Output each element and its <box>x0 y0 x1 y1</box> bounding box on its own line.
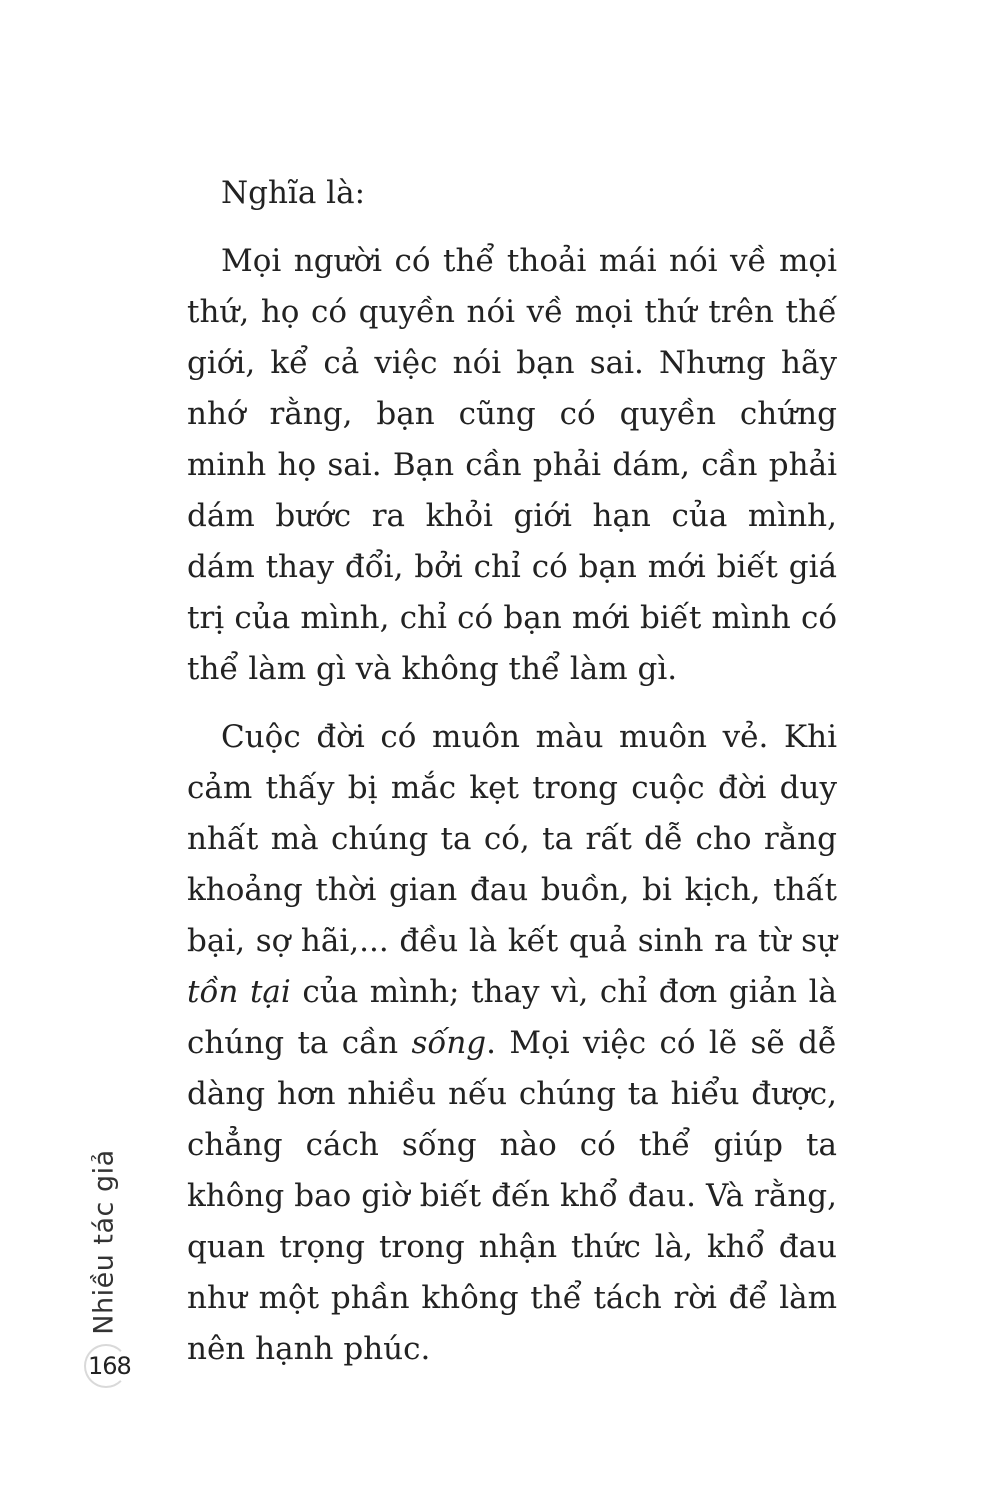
running-head-title: Nhiều tác giả <box>88 1149 120 1335</box>
paragraph-text: Nghĩa là: <box>221 175 366 211</box>
body-paragraph <box>187 168 837 219</box>
body-paragraph <box>187 712 837 1375</box>
page-number: 168 <box>88 1352 131 1380</box>
running-head <box>84 1149 124 1335</box>
emphasis-text: sống <box>411 1025 487 1061</box>
emphasis-text: tồn tại <box>187 974 291 1010</box>
paragraph-text: của mình; thay vì, chỉ đơn giản là chúng ta cần <box>187 974 837 1061</box>
body-text <box>187 168 837 1392</box>
body-paragraph <box>187 236 837 695</box>
paragraph-text: . Mọi việc có lẽ sẽ dễ dàng hơn nhiều nếu chúng ta hiểu được, chẳng cách sống nào có thể giúp ta không bao giờ biết đến khổ đau. Và rằng, quan trọng trong nhận thức là, khổ đau như một phần không thể tách rời để làm nên hạnh phúc. <box>187 1025 838 1367</box>
paragraph-text: Mọi người có thể thoải mái nói về mọi thứ, họ có quyền nói về mọi thứ trên thế giới, kể cả việc nói bạn sai. Nhưng hãy nhớ rằng, bạn cũng có quyền chứng minh họ sai. Bạn cần phải dám, cần phải dám bước ra khỏi giới hạn của mình, dám thay đổi, bởi chỉ có bạn mới biết giá trị của mình, chỉ có bạn mới biết mình có thể làm gì và không thể làm gì. <box>187 243 837 687</box>
paragraph-text: Cuộc đời có muôn màu muôn vẻ. Khi cảm thấy bị mắc kẹt trong cuộc đời duy nhất mà chúng ta có, ta rất dễ cho rằng khoảng thời gian đau buồn, bi kịch, thất bại, sợ hãi,... đều là kết quả sinh ra từ sự <box>187 719 837 959</box>
page-number-badge <box>84 1344 132 1392</box>
